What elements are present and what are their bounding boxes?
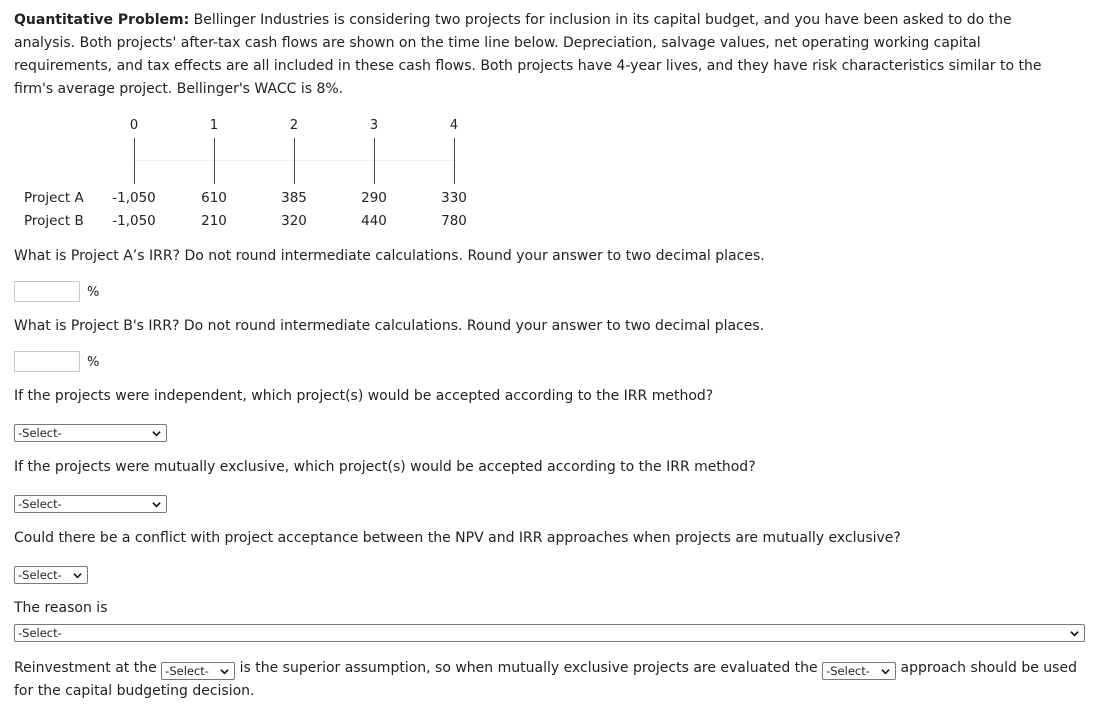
period-label-3: 3 (369, 118, 379, 133)
reason-label: The reason is (14, 600, 108, 616)
project-b-cf-1: 210 (201, 213, 227, 229)
chevron-down-icon (220, 667, 229, 676)
reason-select[interactable] (14, 624, 1085, 642)
period-label-2: 2 (289, 118, 299, 133)
period-tick (374, 138, 375, 184)
period-label-1: 1 (209, 118, 219, 133)
final-sentence (14, 657, 1080, 703)
reinvestment-rate-select-value: -Select- (165, 664, 209, 678)
approach-select[interactable] (822, 662, 896, 680)
problem-intro (14, 9, 1074, 101)
cash-flow-timeline (0, 110, 520, 235)
problem-lead: Quantitative Problem: (14, 12, 190, 28)
question-conflict: Could there be a conflict with project acceptance between the NPV and IRR approaches when projects are mutually exclusive? (14, 530, 901, 546)
project-b-label: Project B (24, 213, 84, 229)
problem-text: Bellinger Industries is considering two projects for inclusion in its capital budget, and you have been asked to do the analysis. Both projects' after-tax cash flows are shown on the time line below. Depreciation, salvage values, net operating working capital requirements, and tax effects are all included in these cash flows. Both projects have 4-year lives, and they have risk characteristics similar to the firm's average project. Bellinger's WACC is 8%. (14, 12, 1042, 97)
project-a-cf-4: 330 (441, 190, 467, 206)
irr-b-percent-unit: % (87, 355, 100, 370)
final-sentence-part-1: Reinvestment at the (14, 660, 162, 676)
period-label-0: 0 (129, 118, 139, 133)
independent-select[interactable] (14, 424, 167, 442)
project-b-cf-4: 780 (441, 213, 467, 229)
reason-select-value: -Select- (18, 626, 62, 640)
project-a-cf-1: 610 (201, 190, 227, 206)
chevron-down-icon (1070, 629, 1079, 638)
exclusive-select[interactable] (14, 495, 167, 513)
question-exclusive: If the projects were mutually exclusive, which project(s) would be accepted according to the IRR method? (14, 459, 756, 475)
period-tick (134, 138, 135, 184)
project-b-cf-3: 440 (361, 213, 387, 229)
chevron-down-icon (152, 429, 161, 438)
exclusive-select-value: -Select- (18, 497, 62, 511)
project-a-cf-3: 290 (361, 190, 387, 206)
final-sentence-part-2: is the superior assumption, so when mutually exclusive projects are evaluated the (235, 660, 823, 676)
conflict-select-value: -Select- (18, 568, 62, 582)
chevron-down-icon (152, 500, 161, 509)
project-a-label: Project A (24, 190, 84, 206)
chevron-down-icon (881, 667, 890, 676)
question-irr-b: What is Project B's IRR? Do not round intermediate calculations. Round your answer to two decimal places. (14, 318, 765, 334)
approach-select-value: -Select- (826, 664, 870, 678)
project-a-cf-2: 385 (281, 190, 307, 206)
period-tick (214, 138, 215, 184)
conflict-select[interactable] (14, 566, 88, 584)
project-b-cf-2: 320 (281, 213, 307, 229)
question-irr-a: What is Project A’s IRR? Do not round intermediate calculations. Round your answer to two decimal places. (14, 248, 765, 264)
period-label-4: 4 (449, 118, 459, 133)
final-sentence-part-3: approach should be used for the capital budgeting decision. (14, 660, 1077, 699)
chevron-down-icon (73, 571, 82, 580)
irr-a-percent-unit: % (87, 285, 100, 300)
period-tick (454, 138, 455, 184)
irr-b-input[interactable] (14, 351, 80, 372)
irr-a-input[interactable] (14, 281, 80, 302)
question-independent: If the projects were independent, which project(s) would be accepted according to the IRR method? (14, 388, 714, 404)
project-b-cf-0: -1,050 (112, 213, 156, 229)
independent-select-value: -Select- (18, 426, 62, 440)
project-a-cf-0: -1,050 (112, 190, 156, 206)
period-tick (294, 138, 295, 184)
reinvestment-rate-select[interactable] (161, 662, 235, 680)
